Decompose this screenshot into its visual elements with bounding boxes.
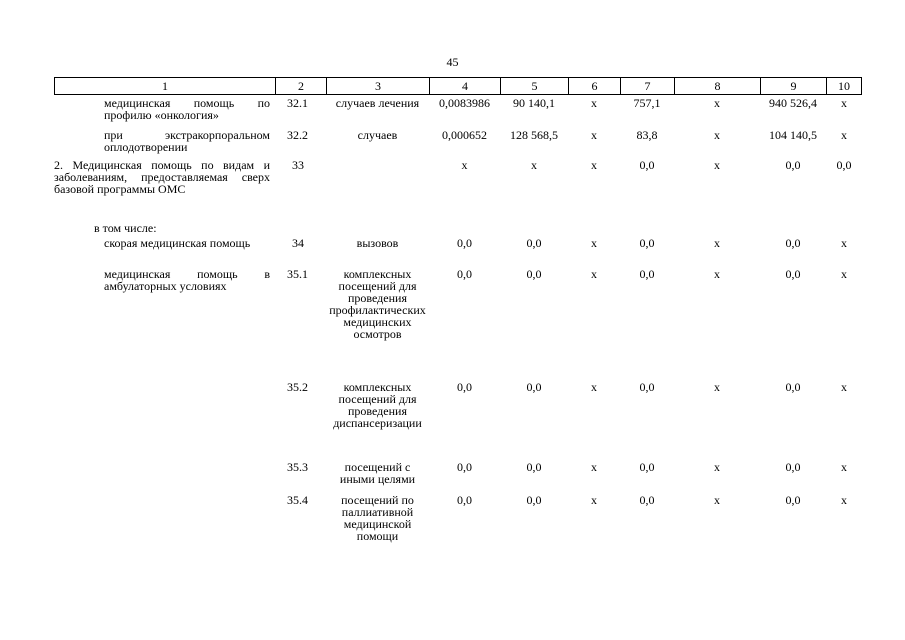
header-col-5: 5	[500, 78, 568, 94]
data-table	[54, 77, 862, 560]
table-header-row	[54, 77, 862, 95]
row-col-7: 0,0	[639, 493, 655, 507]
header-col-1: 1	[54, 78, 275, 94]
row-col-8: х	[714, 460, 720, 474]
row-unit: случаев лечения	[335, 96, 420, 110]
header-col-7: 7	[620, 78, 674, 94]
row-code: 35.4	[287, 493, 308, 507]
row-col-5: 90 140,1	[513, 96, 555, 110]
row-code: 32.1	[287, 96, 308, 110]
row-col-6: х	[591, 96, 597, 110]
row-code: 32.2	[287, 128, 308, 142]
row-code: 33	[292, 158, 304, 172]
row-col-5: 0,0	[526, 460, 542, 474]
header-col-10: 10	[826, 78, 862, 94]
table-row	[54, 95, 862, 129]
header-col-3: 3	[326, 78, 429, 94]
row-col-10: х	[841, 380, 847, 394]
row-col-8: х	[714, 236, 720, 250]
row-col-7: 757,1	[633, 96, 661, 110]
row-col-9: 0,0	[785, 158, 801, 172]
table-row	[54, 461, 862, 494]
row-col-5: 0,0	[526, 380, 542, 394]
row-unit: случаев	[357, 128, 398, 142]
row-col-4: 0,0	[457, 267, 472, 281]
row-col-5: х	[531, 158, 537, 172]
row-col-10: х	[841, 96, 847, 110]
row-col-10: х	[841, 267, 847, 281]
row-name: при экстракорпоральном оплодотворении	[104, 128, 270, 154]
row-col-4: 0,0	[457, 380, 472, 394]
row-col-10: х	[841, 128, 847, 142]
row-col-10: х	[841, 236, 847, 250]
page-number: 45	[446, 55, 459, 69]
header-col-4: 4	[429, 78, 500, 94]
row-col-5: 0,0	[526, 236, 542, 250]
row-col-9: 0,0	[785, 267, 801, 281]
table-row	[54, 222, 862, 237]
row-col-4: х	[461, 158, 468, 172]
row-name: в том числе:	[94, 221, 157, 235]
row-col-5: 128 568,5	[510, 128, 558, 142]
table-row	[54, 268, 862, 381]
row-col-7: 0,0	[639, 460, 655, 474]
row-col-4: 0,0	[457, 236, 472, 250]
row-unit: комплексных посещений для проведения профилактических медицинских осмотров	[329, 267, 426, 341]
row-col-5: 0,0	[526, 267, 542, 281]
row-col-6: х	[591, 236, 597, 250]
row-col-4: 0,0083986	[439, 96, 490, 110]
row-col-6: х	[591, 380, 597, 394]
row-name: медицинская помощь по профилю «онкология»	[104, 96, 270, 122]
row-col-8: х	[714, 158, 720, 172]
row-col-9: 0,0	[785, 493, 801, 507]
table-row	[54, 159, 862, 222]
row-col-8: х	[714, 493, 720, 507]
row-col-7: 0,0	[639, 267, 655, 281]
row-col-5: 0,0	[526, 493, 542, 507]
row-col-10: х	[841, 460, 847, 474]
row-col-6: х	[591, 460, 597, 474]
table-row	[54, 494, 862, 560]
row-name: скорая медицинская помощь	[104, 236, 251, 250]
row-col-9: 940 526,4	[769, 96, 817, 110]
header-col-6: 6	[568, 78, 620, 94]
row-col-7: 0,0	[639, 236, 655, 250]
row-col-4: 0,0	[457, 460, 472, 474]
row-code: 35.2	[287, 380, 308, 394]
row-col-4: 0,0	[457, 493, 472, 507]
row-unit: посещений по паллиативной медицинской помощи	[341, 493, 414, 543]
row-name: медицинская помощь в амбулаторных условиях	[104, 267, 270, 293]
row-col-7: 83,8	[636, 128, 658, 142]
row-col-8: х	[714, 96, 720, 110]
row-col-4: 0,000652	[442, 128, 487, 142]
row-col-9: 0,0	[785, 236, 801, 250]
table-row	[54, 237, 862, 268]
table-row	[54, 381, 862, 461]
row-code: 35.3	[287, 460, 308, 474]
row-code: 34	[292, 236, 304, 250]
row-col-10: х	[841, 493, 847, 507]
row-col-6: х	[591, 267, 597, 281]
header-col-8: 8	[674, 78, 760, 94]
row-col-7: 0,0	[639, 158, 655, 172]
row-col-6: х	[591, 128, 597, 142]
row-col-8: х	[714, 128, 720, 142]
row-col-6: х	[591, 158, 597, 172]
row-col-6: х	[591, 493, 597, 507]
row-col-8: х	[714, 267, 720, 281]
row-col-10: 0,0	[836, 158, 852, 172]
row-col-8: х	[714, 380, 720, 394]
row-code: 35.1	[287, 267, 308, 281]
row-col-9: 0,0	[785, 380, 801, 394]
row-unit: посещений с иными целями	[339, 460, 416, 486]
row-name: 2. Медицинская помощь по видам и заболеваниям, предоставляемая сверх базовой программы ОМС	[54, 158, 270, 196]
row-unit: вызовов	[356, 236, 399, 250]
row-col-7: 0,0	[639, 380, 655, 394]
row-col-9: 104 140,5	[769, 128, 817, 142]
header-col-9: 9	[760, 78, 826, 94]
row-unit: комплексных посещений для проведения диспансеризации	[333, 380, 422, 430]
table-row	[54, 129, 862, 159]
row-col-9: 0,0	[785, 460, 801, 474]
header-col-2: 2	[275, 78, 326, 94]
